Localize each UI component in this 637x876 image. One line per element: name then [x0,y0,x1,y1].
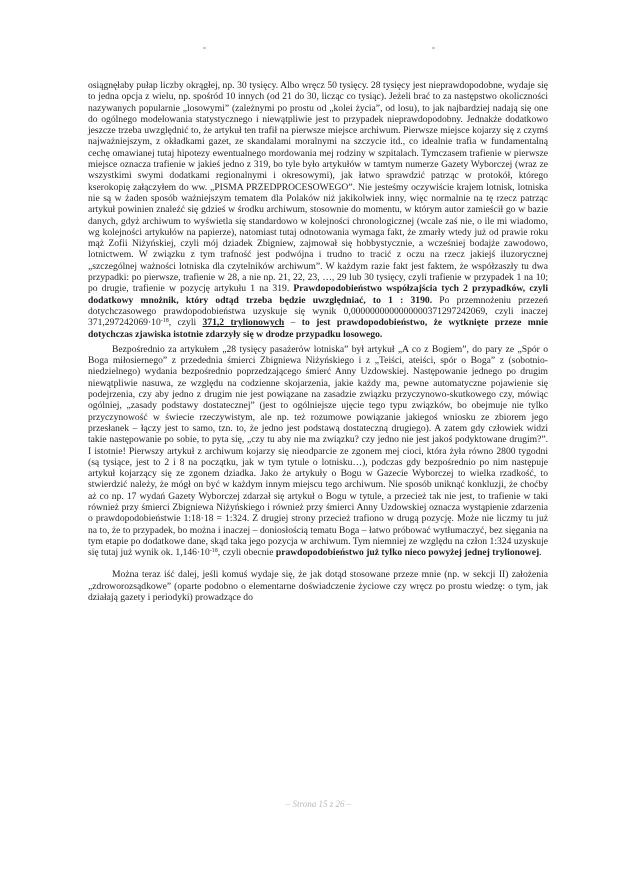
exponent: -18 [160,318,169,325]
body-text [88,80,548,603]
scan-speck [432,47,435,49]
final-statement: prawdopodobieństwo już tylko nieco powyżej jednej trylionowej [275,547,540,559]
paragraph-1-text: osiągnęłaby pułap liczby okrągłej, np. 30 tysięcy. Albo wręcz 50 tysięcy. 28 tysięcy jest nieprawdopodobne, wydaje się to jedna opcja z wielu, np. spośród 10 innych (od 21 do 30, licząc co tysiąc). Jeżeli brać to za następstwo okoliczności nazywanych popularnie „losowymi” (zależnymi po prostu od „kolei życia”, od losu), to jak najbardziej nadają się one do ogólnego modelowania statystycznego i niewątpliwie jest to przypadek nieprawdopodobny. Jednakże dodatkowo jeszcze trzeba uwzględnić to, że artykuł ten trafił na pierwsze miejsce archiwum. Pierwsze miejsce kojarzy się z czymś najważniejszym, z okładkami gazet, ze skandalami moralnymi na szczycie itd., co idealnie trafia w fundamentalną cechę omawianej tutaj hipotezy ewentualnego mordowania mej rodziny w szpitalach. Tymczasem trafienie w pierwsze miejsce oznacza trafienie w jakieś jedno z 319, bo tyle było artykułów w tamtym numerze Gazety Wyborczej (wraz ze wszystkimi swymi dodatkami regionalnymi i okresowymi), jak łatwo sprawdzić patrząc w protokół, którego kserokopię załączyłem do ww. „PISMA PRZEDPROCESOWEGO”. Nie jesteśmy oczywiście krajem lotnisk, lotniska nie są w żaden sposób ważniejszym tematem dla Polaków niż jakikolwiek inny, więc normalnie na tę rzecz patrząc artykuł powinien znaleźć się gdzieś w środku archiwum, stosownie do momentu, w którym autor zamieścił go w bazie danych, gdyż archiwum to wyświetla się standardowo w kolejności chronologicznej (wcale zaś nie, o ile mi wiadomo, wg kolejności artykułów na papierze), natomiast tutaj odnotowania wymaga fakt, że zmarły wtedy już od prawie roku mąż Zofii Niżyńskiej, czyli mój dziadek Zbigniew, zajmował się hobbystycznie, a wcześniej bodajże zawodowo, lotnictwem. W związku z tym trafność jest podwójna i trudno to tracić z oczu na rzecz jakiejś iluzorycznej „szczególnej ważności lotniska dla czytelników archiwum”. W każdym razie fakt jest faktem, że współzaszły tu dwa przypadki: po pierwsze, trafienie w 28, a nie np. 21, 22, 23, …, 29 lub 30 tysięcy, czyli trafienie w przypadek 1 na 10; po drugie, trafienie w pozycję artykułu 1 na 319. [88,80,548,295]
paragraph-1-text-2: , czyli [168,317,203,329]
period: . [539,547,542,559]
paragraph-1 [88,80,548,340]
scan-speck [203,47,206,49]
paragraph-1-result: Po przemnożeniu przezeń dotychczasowego prawdopodobieństwa uzyskuje się wynik 0,0000000000000000371297242069, czyli inaczej 371,297242069·10 [88,294,548,329]
conclusion-statement: to jest prawdopodobieństwo, że wytknięte przeze mnie dotychczas zjawiska istotnie zdarzyły się w drodze przypadku losowego. [88,317,548,340]
dash: – [284,317,302,329]
highlighted-value: 371,2 trylionowych [202,317,285,329]
exponent: -18 [209,548,218,555]
paragraph-3: Można teraz iść dalej, jeśli komuś wydaje się, że jak dotąd stosowane przeze mnie (np. w sekcji II) założenia „zdroworozsądkowe” (oparte podobno o elementarne doświadczenie życiowe czy wręcz po prostu wiedzę: o tym, jak działają gazety i periodyki) prowadzące do [88,569,548,604]
paragraph-2 [88,344,548,559]
paragraph-gap [88,558,548,569]
page-footer: – Strona 15 z 26 – [285,799,352,809]
paragraph-2-text-2: , czyli obecnie [217,547,276,559]
paragraph-2-text: Bezpośrednio za artykułem „28 tysięcy pasażerów lotniska” był artykuł „A co z Bogiem”, do pary ze „Spór o Boga miłosiernego” z przedednia śmierci Zbigniewa Niżyńskiego i z „Teiści, ateiści, spór o Boga” z (sobotnio-niedzielnego) wydania bezpośrednio poprzedzającego śmierć Anny Uzdowskiej. Następowanie jednego po drugim niewątpliwie nasuwa, ze względu na codzienne skojarzenia, jakie każdy ma, pewne automatyczne pojawienie się podejrzenia, czy aby jedno z drugim nie jest powiązane na zasadzie związku przyczynowo-skutkowego czy, mówiąc ogólniej, „zasady podstawy dostatecznej” (jest to ogólniejsze ujęcie tego typu związków, bo obejmuje nie tylko przyczynowość w świecie rzeczywistym, ale np. też rozumowe powiązanie jakiegoś wniosku ze zbiorem jego przesłanek – łączy jest to samo, tzn. to, że jedno jest podstawą dostateczną drugiego). A zatem gdy człowiek widzi takie następowanie po sobie, to pyta się, „czy tu aby nie ma związku? czy jedno nie jest jakoś podyktowane drugim?”. I istotnie! Pierwszy artykuł z archiwum kojarzy się nieodparcie ze zgonem mej cioci, która żyła równo 2800 tygodni (są tysiące, jest to 2 i 8 na początku, jak w tym tytule o lotnisku…), podczas gdy bezpośrednio po nim następuje artykuł kojarzący się ze zgonem dziadka. Jako że artykuły o Bogu w Gazecie Wyborczej to wielka rzadkość, to stwierdzić należy, że mógł on być w każdym innym miejscu tego archiwum. Nie sposób uniknąć konkluzji, że choćby aż co np. 17 wydań Gazety Wyborczej zdarzał się artykuł o Bogu w tytule, a przecież tak nie jest, to trafienie w taki również przy śmierci Zbigniewa Niżyńskiego i również przy śmierci Anny Uzdowskiej oznacza wystąpienie zdarzenia o prawdopodobieństwie 1:18·18 = 1:324. Z drugiej strony przecież trafiono w drugą pozycję. Może nie liczmy tu już na to, że to przypadek, bo można i inaczej – doniosłością tematu Boga – łatwo próbować wytłumaczyć, bez sięgania na tym etapie po dodatkowe dane, skąd taka jego pozycja w archiwum. Tym niemniej ze względu na człon 1:324 uzyskuje się tutaj już wynik ok. 1,146·10 [88,343,548,559]
probability-statement: Prawdopodobieństwo współzajścia tych 2 przypadków, czyli dodatkowy mnożnik, który odtąd trzeba będzie uwzględniać, to 1 : 3190. [88,283,549,306]
